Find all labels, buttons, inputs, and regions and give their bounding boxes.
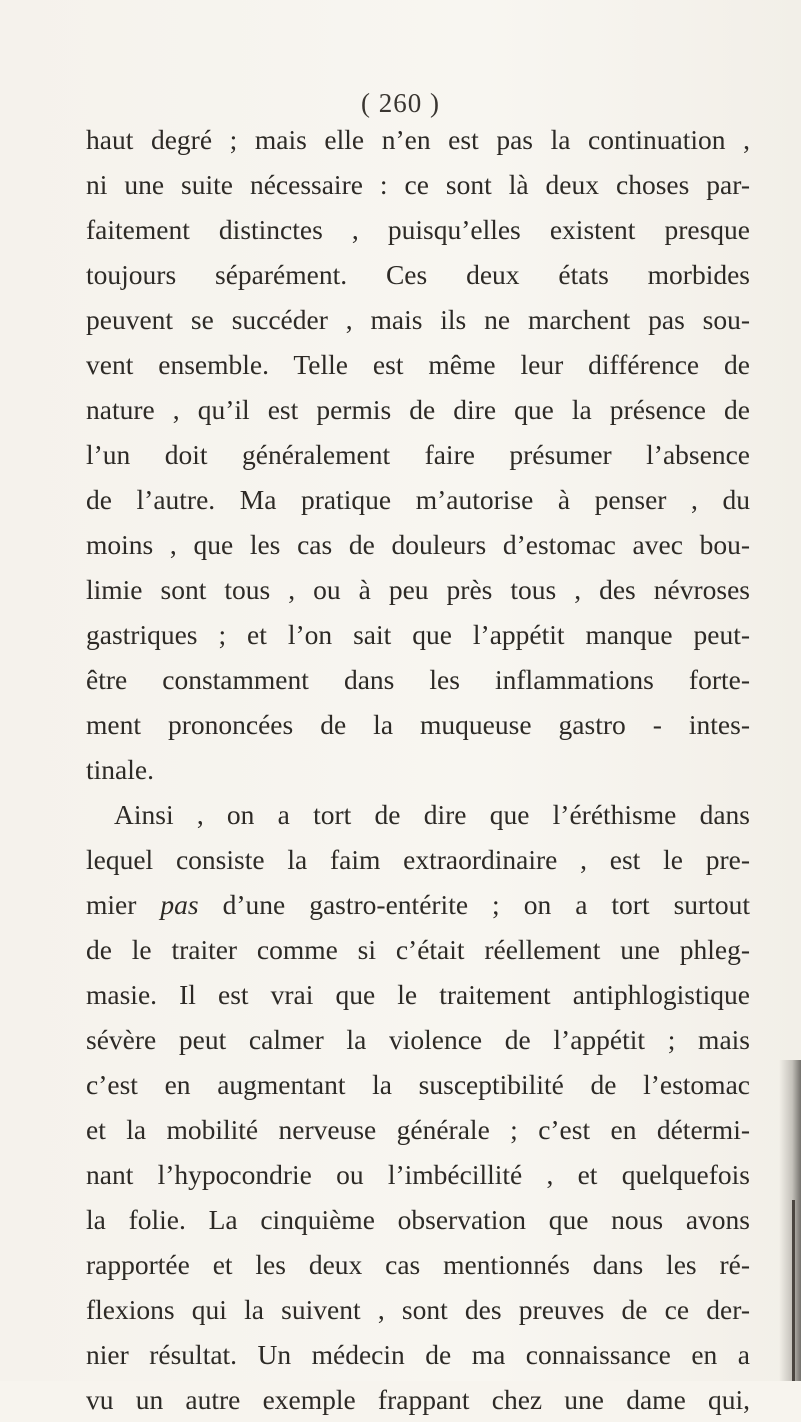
binding-edge <box>792 1200 795 1381</box>
text-line: toujours séparément. Ces deux états morbides <box>86 259 750 290</box>
text-line: être constamment dans les inflammations forte- <box>86 664 750 695</box>
text-line: masie. Il est vrai que le traitement antiphlogistique <box>86 979 750 1010</box>
text-line: l’un doit généralement faire présumer l’absence <box>86 439 750 470</box>
body-text <box>86 117 750 1422</box>
text-line: peuvent se succéder , mais ils ne marchent pas sou- <box>86 304 750 335</box>
text-line: haut degré ; mais elle n’en est pas la continuation , <box>86 124 750 155</box>
text-line: vu un autre exemple frappant chez une dame qui, <box>86 1384 750 1415</box>
binding-shadow <box>779 1060 801 1381</box>
text-line: de le traiter comme si c’était réellement une phleg- <box>86 934 750 965</box>
text-line: gastriques ; et l’on sait que l’appétit manque peut- <box>86 619 750 650</box>
text-line: mier pas d’une gastro-entérite ; on a tort surtout <box>86 889 750 920</box>
text-line: la folie. La cinquième observation que nous avons <box>86 1204 750 1235</box>
page-number: ( 260 ) <box>361 88 440 118</box>
text-line: nature , qu’il est permis de dire que la présence de <box>86 394 750 425</box>
emphasis-word: pas <box>160 889 199 920</box>
text-line: moins , que les cas de douleurs d’estomac avec bou- <box>86 529 750 560</box>
text-line: rapportée et les deux cas mentionnés dans les ré- <box>86 1249 750 1280</box>
text-line: lequel consiste la faim extraordinaire , est le pre- <box>86 844 750 875</box>
paragraph-start: Ainsi , on a tort de dire que l’éréthisme dans <box>114 799 750 830</box>
text-line: nant l’hypocondrie ou l’imbécillité , et quelquefois <box>86 1159 750 1190</box>
text-line: vent ensemble. Telle est même leur différence de <box>86 349 750 380</box>
text-line: et la mobilité nerveuse générale ; c’est en détermi- <box>86 1114 750 1145</box>
text-line: flexions qui la suivent , sont des preuves de ce der- <box>86 1294 750 1325</box>
text-line: limie sont tous , ou à peu près tous , des névroses <box>86 574 750 605</box>
text-line: sévère peut calmer la violence de l’appétit ; mais <box>86 1024 750 1055</box>
text-line: c’est en augmentant la susceptibilité de l’estomac <box>86 1069 750 1100</box>
text-line: nier résultat. Un médecin de ma connaissance en a <box>86 1339 750 1370</box>
text-line: ni une suite nécessaire : ce sont là deux choses par- <box>86 169 750 200</box>
text-line: tinale. <box>86 754 154 785</box>
text-line: ment prononcées de la muqueuse gastro - intes- <box>86 709 750 740</box>
text-line: faitement distinctes , puisqu’elles existent presque <box>86 214 750 245</box>
text-line: de l’autre. Ma pratique m’autorise à penser , du <box>86 484 750 515</box>
